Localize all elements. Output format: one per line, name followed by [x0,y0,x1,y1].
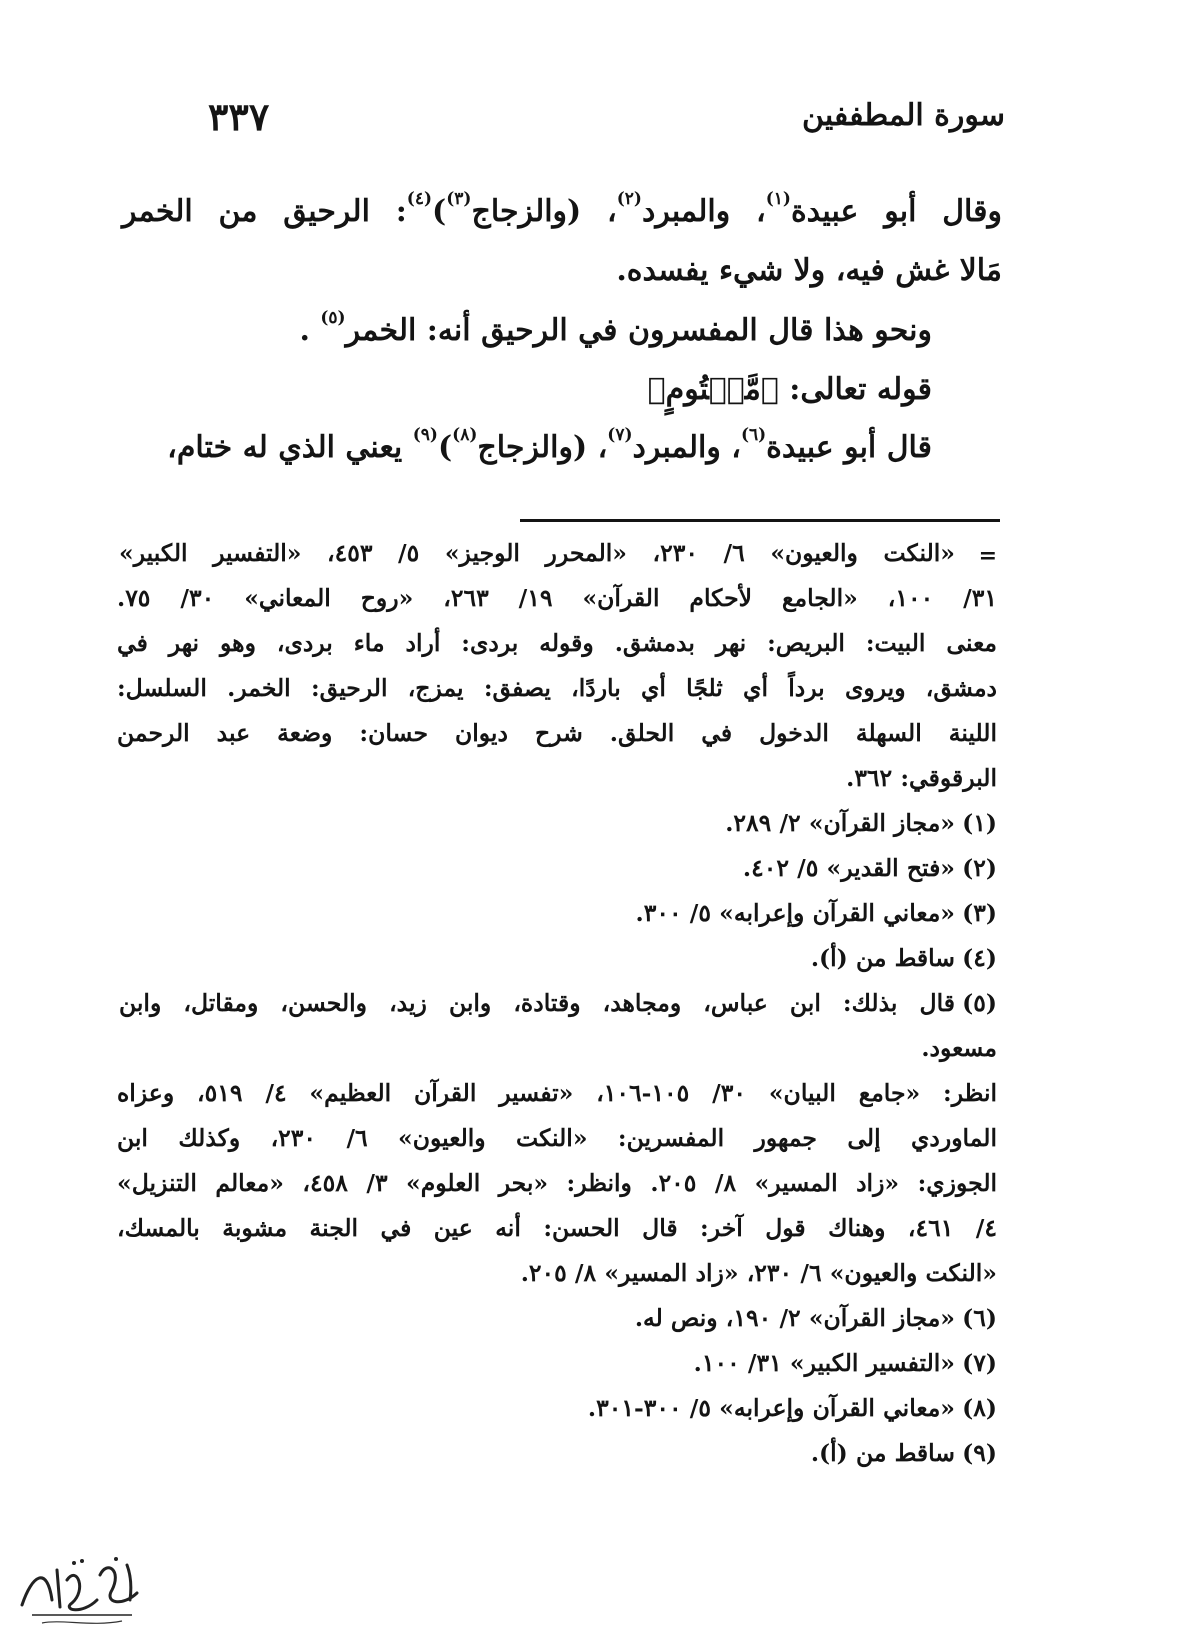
footnote-continuation-line: البرقوقي: ٣٦٢. [846,764,997,792]
text-segment: يعني الذي له ختام، [167,430,413,465]
main-line-2: مَالا غش فيه، ولا شيء يفسده. [616,253,1002,288]
footnote-text: «مجاز القرآن» ٢/ ٢٨٩. [725,809,955,837]
surah-title: سورة المطففين [802,98,1005,133]
footnote-continuation-line: دمشق، ويروى برداً أي ثلجًا أي باردًا، يصفق: يمزج، الرحيق: الخمر. السلسل: [117,674,997,702]
text-segment: ) [437,430,453,465]
footnote-text: انظر: «جامع البيان» ٣٠/ ١٠٥-١٠٦، «تفسير القرآن العظيم» ٤/ ٥١٩، وعزاه [117,1079,998,1107]
footnote-text: «معاني القرآن وإعرابه» ٥/ ٣٠٠. [635,899,955,927]
main-line-4 [647,372,932,407]
footnote-ref-1: (١) [765,189,791,209]
footnote-number: (١) [962,809,997,837]
text-segment: ونحو هذا قال المفسرون في الرحيق أنه: الخمر [345,313,932,348]
footnote-ref-7: (٧) [607,425,633,445]
main-line-1 [122,189,1003,229]
footnote-text: مسعود. [921,1034,997,1062]
footnote-text: ٤/ ٤٦١، وهناك قول آخر: قال الحسن: أنه عين في الجنة مشوبة بالمسك، [117,1214,997,1242]
footnote-text: ساقط من (أ). [810,944,955,972]
calligraphy-logo [12,1545,152,1630]
page-number: ٣٣٧ [208,94,270,139]
text-segment: قال أبو عبيدة [766,430,932,465]
page-header [180,94,1005,148]
footnote-text: «النكت والعيون» ٦/ ٢٣٠، «زاد المسير» ٨/ ٢٠٥. [520,1259,997,1287]
text-segment: ، والمبرد [632,430,741,465]
footnote-separator [520,519,1000,522]
footnote-number: (٧) [962,1349,997,1377]
footnote-text: الماوردي إلى جمهور المفسرين: «النكت والعيون» ٦/ ٢٣٠، وكذلك ابن [117,1124,997,1152]
footnote-ref-8: (٨) [452,425,478,445]
main-line-5 [167,425,932,465]
footnote-ref-5: (٥) [320,308,346,328]
text-segment: ) [432,194,447,229]
footnote-text: «فتح القدير» ٥/ ٤٠٢. [742,854,955,882]
footnote-number: (٦) [962,1304,997,1332]
text-segment: وقال أبو عبيدة [790,194,1003,229]
footnote-text: «مجاز القرآن» ٢/ ١٩٠، ونص له. [634,1304,955,1332]
text-segment: قوله تعالى: [778,372,932,407]
text-segment: : الرحيق من الخمر [122,194,407,229]
footnote-ref-2: (٢) [616,189,642,209]
footnote-number: (٤) [962,944,997,972]
footnote-continuation-line: معنى البيت: البريص: نهر بدمشق. وقوله بردى: أراد ماء بردى، وهو نهر في [117,629,997,657]
main-line-3 [299,308,932,348]
continuation-mark: = [978,543,997,569]
footnote-text: «معاني القرآن وإعرابه» ٥/ ٣٠٠-٣٠١. [587,1394,955,1422]
footnote-continuation-line: اللينة السهلة الدخول في الحلق. شرح ديوان حسان: وضعة عبد الرحمن [117,719,997,747]
text-segment: ، (والزجاج [477,430,608,465]
footnote-ref-6: (٦) [740,425,767,445]
footnote-number: (٨) [962,1394,997,1422]
footnote-continuation-line: «النكت والعيون» ٦/ ٢٣٠، «المحرر الوجيز» ٥/ ٤٥٣، «التفسير الكبير» [119,539,955,567]
quran-word: ﴿مَّخۡتُومٍ﴾ [647,372,779,407]
footnote-ref-9: (٩) [412,425,438,445]
text-segment: . [299,313,321,348]
footnote-number: (٣) [962,899,997,927]
footnote-ref-4: (٤) [406,189,433,209]
footnote-ref-3: (٣) [446,189,472,209]
footnote-text: ساقط من (أ). [810,1439,955,1467]
footnote-text: الجوزي: «زاد المسير» ٨/ ٢٠٥. وانظر: «بحر العلوم» ٣/ ٤٥٨، «معالم التنزيل» [117,1169,998,1197]
text-segment: ، والمبرد [641,194,766,229]
footnote-number: (٢) [962,854,997,882]
footnote-text: «التفسير الكبير» ٣١/ ١٠٠. [693,1349,955,1377]
footnote-continuation-line: ٣١/ ١٠٠، «الجامع لأحكام القرآن» ١٩/ ٢٦٣، «روح المعاني» ٣٠/ ٧٥. [117,584,998,612]
footnote-number: (٩) [962,1439,997,1467]
text-segment: ، (والزجاج [471,194,617,229]
footnote-text: قال بذلك: ابن عباس، ومجاهد، وقتادة، وابن زيد، والحسن، ومقاتل، وابن [119,989,955,1017]
footnote-number: (٥) [962,989,997,1017]
